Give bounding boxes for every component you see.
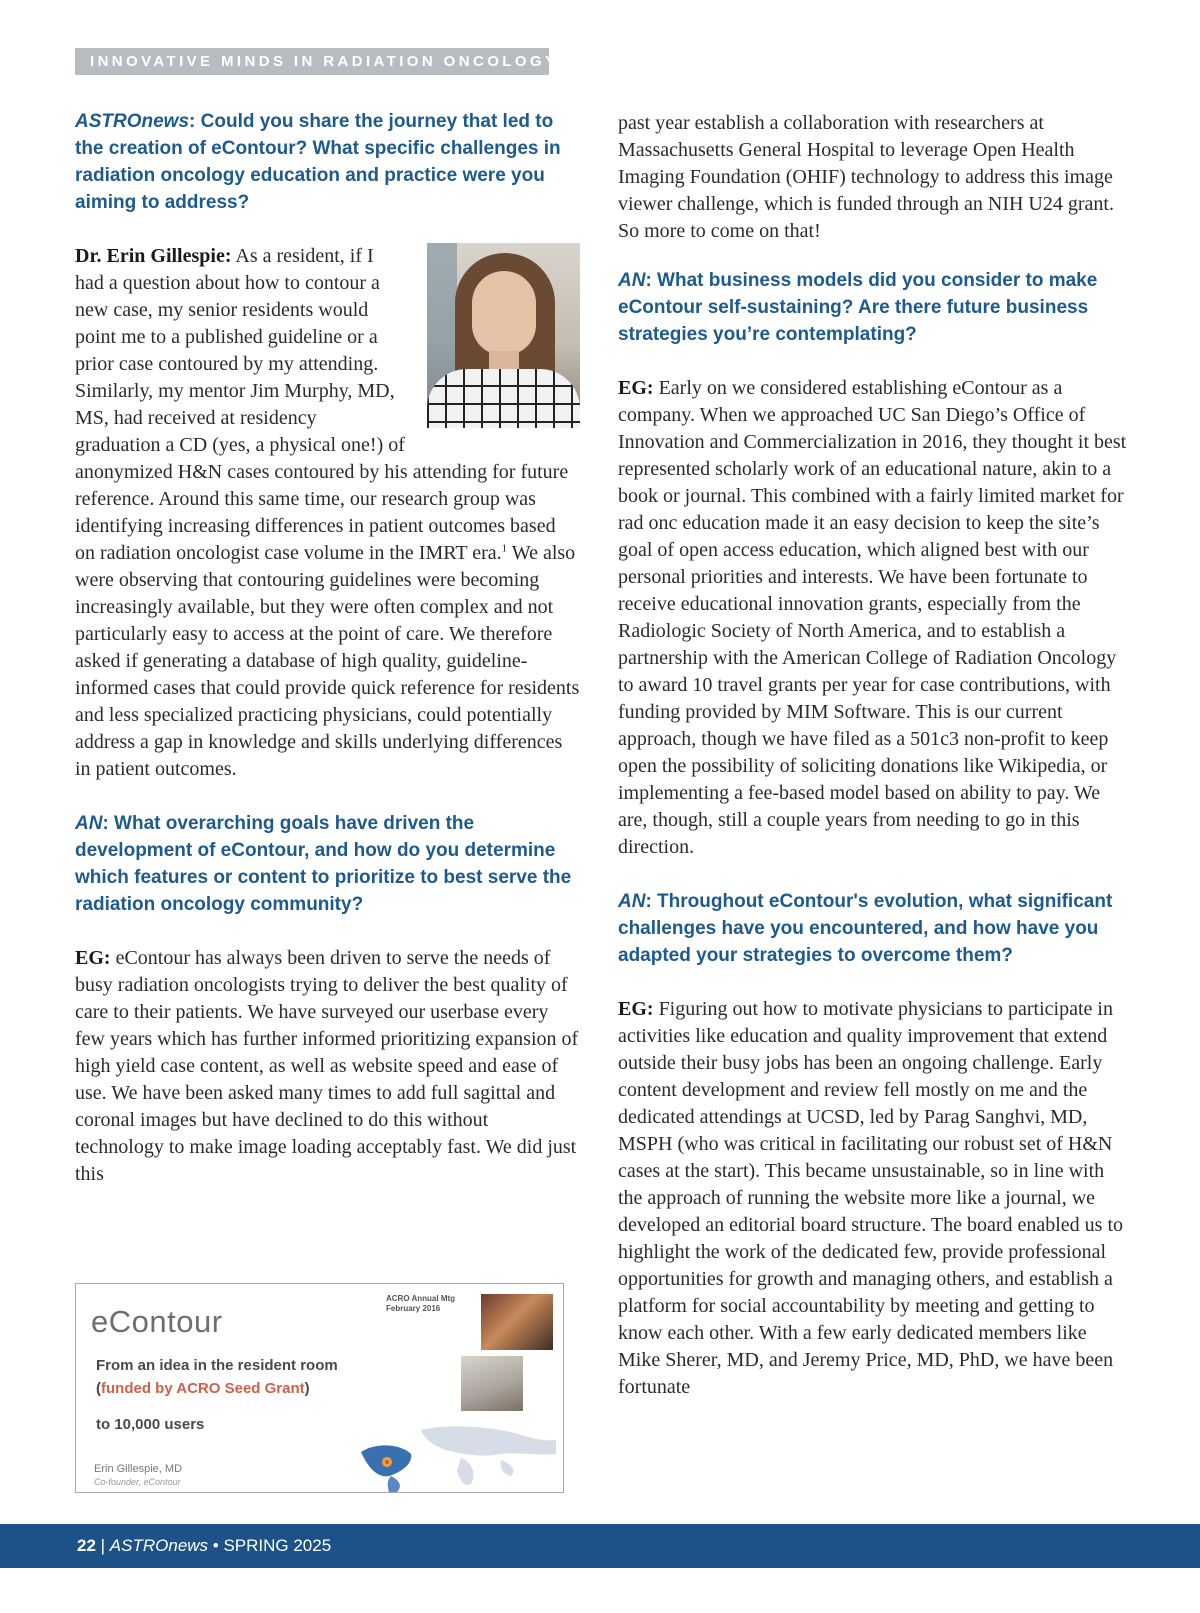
question-3-label: AN [618,270,646,291]
question-2-text: : What overarching goals have driven the development of eContour, and how do you determine which features or content to prioritize to best serve the radiation oncology community? [75,813,572,915]
slide-event [386,1294,455,1314]
slide-world-map [351,1424,561,1492]
spacer [618,969,1130,996]
left-column [75,108,580,1188]
question-1-text: : Could you share the journey that led to the creation of eContour? What specific challenges in radiation oncology education and practice were you aiming to address? [75,111,561,213]
question-4-label: AN [618,891,646,912]
answer-2-text: eContour has always been driven to serve the needs of busy radiation oncologists trying to deliver the best quality of care to their patients. We have surveyed our userbase every few years which has further informed prioritizing expansion of high yield case content, as well as website speed and ease of use. We have been asked many times to add full sagittal and coronal images but have declined to do this without technology to make image loading acceptably fast. We did just this [75,947,579,1185]
question-4 [618,888,1130,969]
spacer [75,783,580,810]
spacer [75,216,580,243]
page-footer [0,1524,1200,1568]
answer-1-speaker: Dr. Erin Gillespie: [75,245,232,267]
answer-1-text-a: As a resident, if I had a question about how to contour a new case, my senior residents would point me to a published guideline or a prior case contoured by my attending. Similarly, my mentor Jim Murphy, MD, MS, had received at residency graduation a CD (yes, a physical one!) of anonymized H&N cases contoured by his attending for future reference. Around this same time, our research group was identifying increasing differences in patient outcomes based on radiation oncologist case volume in the IMRT era. [75,245,569,564]
footer-dot: • [208,1536,224,1555]
slide-role: Co-founder, eContour [94,1477,181,1487]
econtour-slide-image [75,1283,564,1493]
answer-4 [618,996,1130,1401]
slide-event-name: ACRO Annual Mtg [386,1294,456,1303]
answer-2 [75,945,580,1188]
spacer [618,245,1130,267]
spacer [618,861,1130,888]
spacer [75,918,580,945]
footnote-ref: 1 [501,542,508,555]
page-number: 22 [77,1536,96,1555]
question-2 [75,810,580,918]
slide-logo: eContour [91,1304,223,1339]
slide-line-1: From an idea in the resident room [96,1357,338,1374]
slide-author: Erin Gillespie, MD [94,1463,183,1475]
slide-line-2 [96,1380,310,1397]
portrait-face [472,271,536,355]
slide-photo-award [481,1294,553,1350]
spacer [618,348,1130,375]
question-4-text: : Throughout eContour's evolution, what significant challenges have you encountered, and how have you adapted your strategies to overcome them? [618,891,1113,966]
question-1 [75,108,580,216]
section-tag: INNOVATIVE MINDS IN RADIATION ONCOLOGY [75,48,549,75]
portrait-shirt [427,369,580,428]
answer-1-text-b: We also were observing that contouring guidelines were becoming increasingly available, but they were often complex and not particularly easy to access at the point of care. We therefore asked if generating a database of high quality, guideline-informed cases that could provide quick reference for residents and less specialized practicing physicians, could potentially address a gap in knowledge and skills underlying differences in patient outcomes. [75,542,580,780]
answer-4-speaker: EG: [618,998,654,1020]
answer-3-text: Early on we considered establishing eContour as a company. When we approached UC San Diego’s Office of Innovation and Commercialization in 2016, they thought it best represented scholarly work of an educational nature, akin to a book or journal. This combined with a fairly limited market for rad onc education made it an easy decision to keep the site’s goal of open access education, which aligned best with our personal priorities and interests. We have been fortunate to receive educational innovation grants, especially from the Radiologic Society of North America, and to establish a partnership with the American College of Radiation Oncology to award 10 travel grants per year for case contributions, with funding provided by MIM Software. This is our current approach, though we have filed as a 501c3 non-profit to keep open the possibility of soliciting donations like Wikipedia, or implementing a fee-based model based on ability to pay. We are, though, still a couple years from needing to go in this direction. [618,377,1127,858]
continued-text: past year establish a collaboration with researchers at Massachusetts General Hospital to leverage Open Health Imaging Foundation (OHIF) technology to address this image viewer challenge, which is funded through an NIH U24 grant. So more to come on that! [618,112,1114,242]
question-1-label: ASTROnews [75,111,190,132]
portrait-photo [427,243,580,428]
question-3 [618,267,1130,348]
slide-paren-close: ) [304,1380,310,1397]
slide-line-3: to 10,000 users [96,1416,205,1433]
answer-1 [75,243,580,783]
slide-event-date: February 2016 [386,1304,441,1313]
answer-3-speaker: EG: [618,377,654,399]
answer-4-text: Figuring out how to motivate physicians to participate in activities like education and quality improvement that extend outside their busy jobs has been an ongoing challenge. Early content development and review fell mostly on me and the dedicated attendings at UCSD, led by Parag Sanghvi, MD, MSPH (who was critical in facilitating our robust set of H&N cases at the start). This became unsustainable, so in line with the approach of running the website more like a journal, we developed an editorial board structure. The board enabled us to highlight the work of the dedicated few, provide professional opportunities for growth and managing others, and establish a platform for social accountability by meeting and getting to know each other. With a few early dedicated members like Mike Sherer, MD, and Jeremy Price, MD, PhD, we have been fortunate [618,998,1124,1398]
slide-grant-text: funded by ACRO Seed Grant [101,1380,305,1397]
question-2-label: AN [75,813,103,834]
issue-label: SPRING 2025 [223,1536,332,1555]
answer-3 [618,375,1130,861]
footer-separator: | [95,1536,110,1555]
magazine-name: ASTROnews [109,1536,209,1555]
answer-2-speaker: EG: [75,947,111,969]
right-column [618,110,1130,1401]
slide-paren-open: ( [96,1380,101,1397]
question-3-text: : What business models did you consider to make eContour self-sustaining? Are there future business strategies you’re contemplating? [618,270,1098,345]
slide-photo-portrait [461,1356,523,1411]
